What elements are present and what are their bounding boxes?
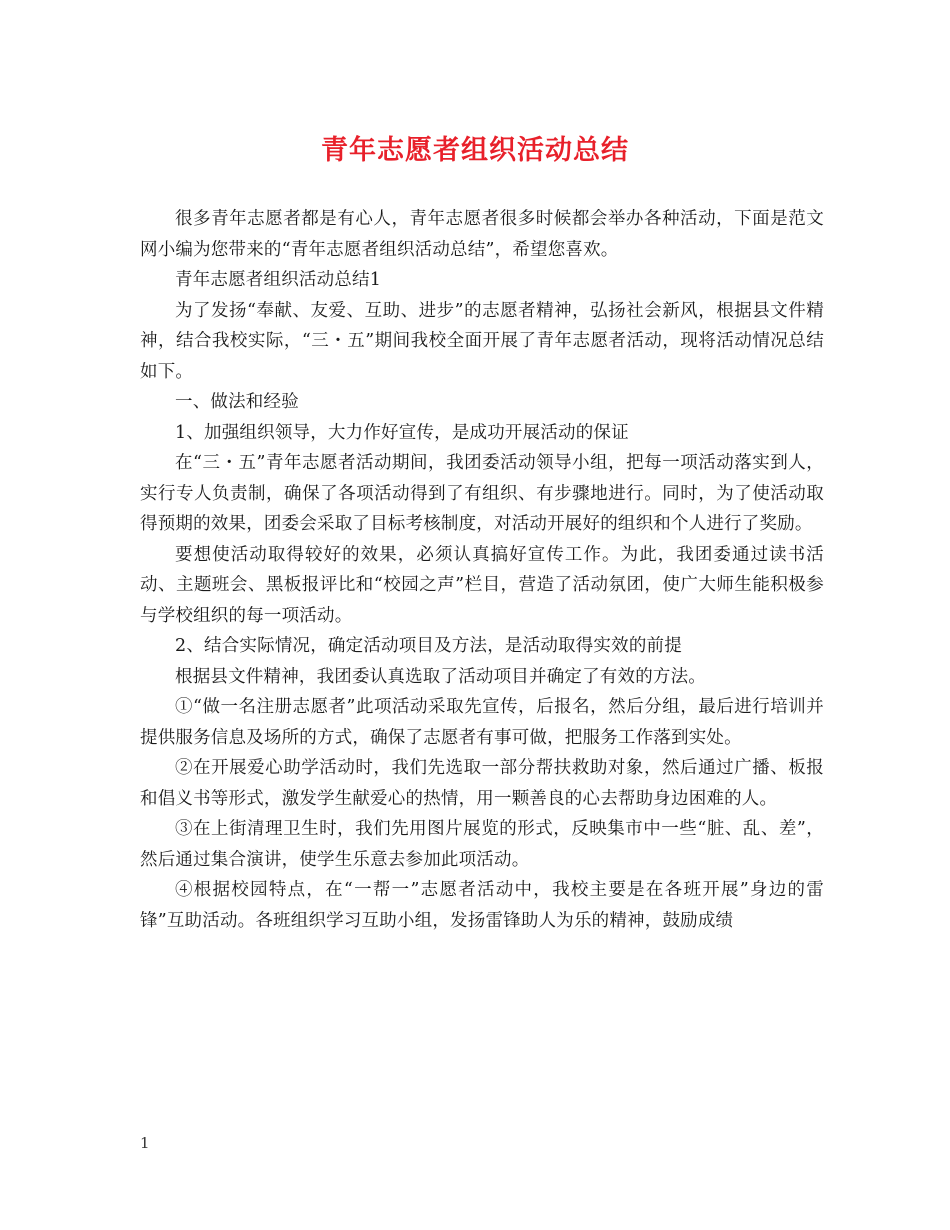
paragraph: 要想使活动取得较好的效果，必须认真搞好宣传工作。为此，我团委通过读书活动、主题班会、黑板报评比和“校园之声”栏目，营造了活动氛团，使广大师生能积极参与学校组织的每一项活动。 bbox=[140, 544, 824, 626]
list-item: ③在上街清理卫生时，我们先用图片展览的形式，反映集市中一些“脏、乱、差”，然后通过集合演讲，使学生乐意去参加此项活动。 bbox=[140, 819, 824, 870]
document-body bbox=[140, 204, 824, 936]
paragraph: 为了发扬“奉献、友爱、互助、进步”的志愿者精神，弘扬社会新风，根据县文件精神，结合我校实际，“三・五”期间我校全面开展了青年志愿者活动，现将活动情况总结如下。 bbox=[140, 300, 824, 382]
section-heading: 一、做法和经验 bbox=[175, 392, 299, 412]
document-title: 青年志愿者组织活动总结 bbox=[321, 135, 629, 166]
paragraph: 根据县文件精神，我团委认真选取了活动项目并确定了有效的方法。 bbox=[175, 666, 706, 687]
paragraph: 在“三・五”青年志愿者活动期间，我团委活动领导小组，把每一项活动落实到人，实行专人负责制，确保了各项活动得到了有组织、有步骤地进行。同时，为了使活动取得预期的效果，团委会采取了目标考核制度，对活动开展好的组织和个人进行了奖励。 bbox=[140, 453, 824, 534]
list-item: ②在开展爱心助学活动时，我们先选取一部分帮扶救助对象，然后通过广播、板报和倡义书等形式，激发学生献爱心的热情，用一颗善良的心去帮助身边困难的人。 bbox=[140, 758, 824, 809]
paragraph: 很多青年志愿者都是有心人，青年志愿者很多时候都会举办各种活动，下面是范文网小编为您带来的“青年志愿者组织活动总结”，希望您喜欢。 bbox=[140, 209, 824, 260]
subsection-heading: 1、加强组织领导，大力作好宣传，是成功开展活动的保证 bbox=[175, 422, 629, 443]
list-item: ①“做一名注册志愿者”此项活动采取先宣传，后报名，然后分组，最后进行培训并提供服务信息及场所的方式，确保了志愿者有事可做，把服务工作落到实处。 bbox=[140, 697, 824, 748]
section-heading: 青年志愿者组织活动总结1 bbox=[175, 270, 382, 290]
list-item: ④根据校园特点，在“一帮一”志愿者活动中，我校主要是在各班开展”身边的雷锋”互助活动。各班组织学习互助小组，发扬雷锋助人为乐的精神，鼓励成绩 bbox=[140, 880, 824, 931]
subsection-heading: 2、结合实际情况，确定活动项目及方法，是活动取得实效的前提 bbox=[175, 636, 682, 656]
page-number: 1 bbox=[140, 1134, 150, 1152]
